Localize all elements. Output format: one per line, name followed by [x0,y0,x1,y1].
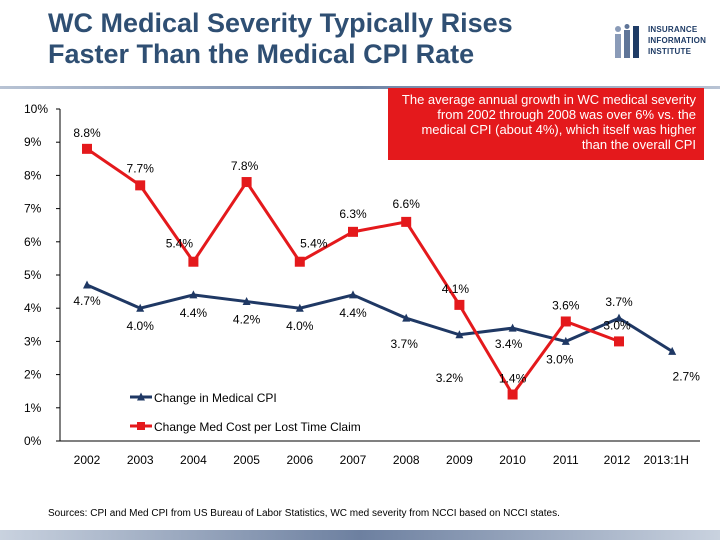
callout-text: The average annual growth in WC medical severity from 2002 through 2008 was over 6% vs. the medical CPI (about 4%), which itself was higher than the overall CPI [401,92,696,152]
logo-line-1: INSURANCE [648,25,698,34]
data-label-medical-cpi: 4.0% [126,319,154,334]
data-point-wc-med-cost [561,316,571,326]
data-label-wc-med-cost: 5.4% [165,236,194,251]
x-tick-label: 2011 [552,453,579,467]
x-tick-label: 2007 [339,453,367,467]
y-tick-label: 2% [24,367,42,382]
y-tick-label: 8% [24,168,42,183]
y-tick-label: 5% [24,268,42,282]
source-note: Sources: CPI and Med CPI from US Bureau of Labor Statistics, WC med severity from NCCI based on NCCI states. [48,508,560,519]
data-point-wc-med-cost [242,177,252,187]
data-point-wc-med-cost [401,217,411,227]
data-point-medical-cpi [83,280,91,288]
logo-line-3: INSTITUTE [648,47,692,56]
series-line-medical-cpi [87,285,672,351]
x-tick-label: 2008 [392,453,420,467]
callout-box [388,88,704,160]
data-label-wc-med-cost: 6.3% [339,206,367,221]
data-label-medical-cpi: 4.4% [339,305,367,320]
legend-marker [137,422,145,430]
data-label-wc-med-cost: 3.6% [552,298,580,313]
y-tick-label: 7% [24,201,42,216]
data-label-medical-cpi: 3.7% [605,295,633,310]
y-tick-label: 10% [24,102,49,116]
x-tick-label: 2004 [180,453,207,467]
data-label-wc-med-cost: 5.4% [300,236,328,251]
x-tick-label: 2006 [286,453,314,467]
data-label-wc-med-cost: 7.8% [230,159,259,174]
logo-line-2: INFORMATION [648,36,707,45]
x-tick-label: 2002 [73,453,101,467]
data-point-wc-med-cost [135,180,145,190]
data-label-medical-cpi: 3.2% [435,370,464,385]
data-label-wc-med-cost: 1.4% [498,371,527,386]
data-point-wc-med-cost [454,300,464,310]
data-label-wc-med-cost: 7.7% [126,161,154,176]
footer-divider [0,530,720,540]
y-tick-label: 6% [24,234,42,249]
data-point-wc-med-cost [508,390,518,400]
x-tick-label: 2003 [126,453,154,467]
y-tick-label: 1% [24,400,42,415]
data-point-wc-med-cost [295,257,305,267]
series-line-wc-med-cost [87,149,619,395]
legend-label: Change Med Cost per Lost Time Claim [154,420,361,434]
data-label-medical-cpi: 4.4% [179,305,208,320]
data-label-wc-med-cost: 8.8% [73,125,101,140]
y-tick-label: 3% [24,334,42,349]
y-tick-label: 9% [24,135,42,150]
data-label-wc-med-cost: 3.0% [603,318,631,333]
data-label-medical-cpi: 2.7% [672,369,700,384]
title-line-2: Faster Than the Medical CPI Rate [48,39,475,69]
data-label-wc-med-cost: 4.1% [441,281,470,296]
title-line-1: WC Medical Severity Typically Rises [48,8,513,38]
data-point-wc-med-cost [614,336,624,346]
data-point-wc-med-cost [188,257,198,267]
data-label-medical-cpi: 3.4% [494,337,523,352]
data-label-medical-cpi: 3.7% [390,337,418,352]
y-tick-label: 4% [24,301,42,316]
data-label-medical-cpi: 4.0% [286,319,314,334]
data-label-wc-med-cost: 6.6% [392,196,420,211]
data-point-wc-med-cost [348,227,358,237]
x-tick-label: 2005 [233,453,260,467]
x-tick-label: 2009 [446,453,473,467]
data-point-wc-med-cost [82,144,92,154]
data-label-medical-cpi: 4.7% [73,293,101,308]
legend-label: Change in Medical CPI [154,391,277,405]
x-tick-label: 2010 [499,453,526,467]
data-label-medical-cpi: 4.2% [232,312,261,327]
x-tick-label: 2012 [603,453,631,467]
data-label-medical-cpi: 3.0% [546,352,574,367]
y-tick-label: 0% [24,434,42,448]
x-tick-label: 2013:1H [643,453,689,467]
